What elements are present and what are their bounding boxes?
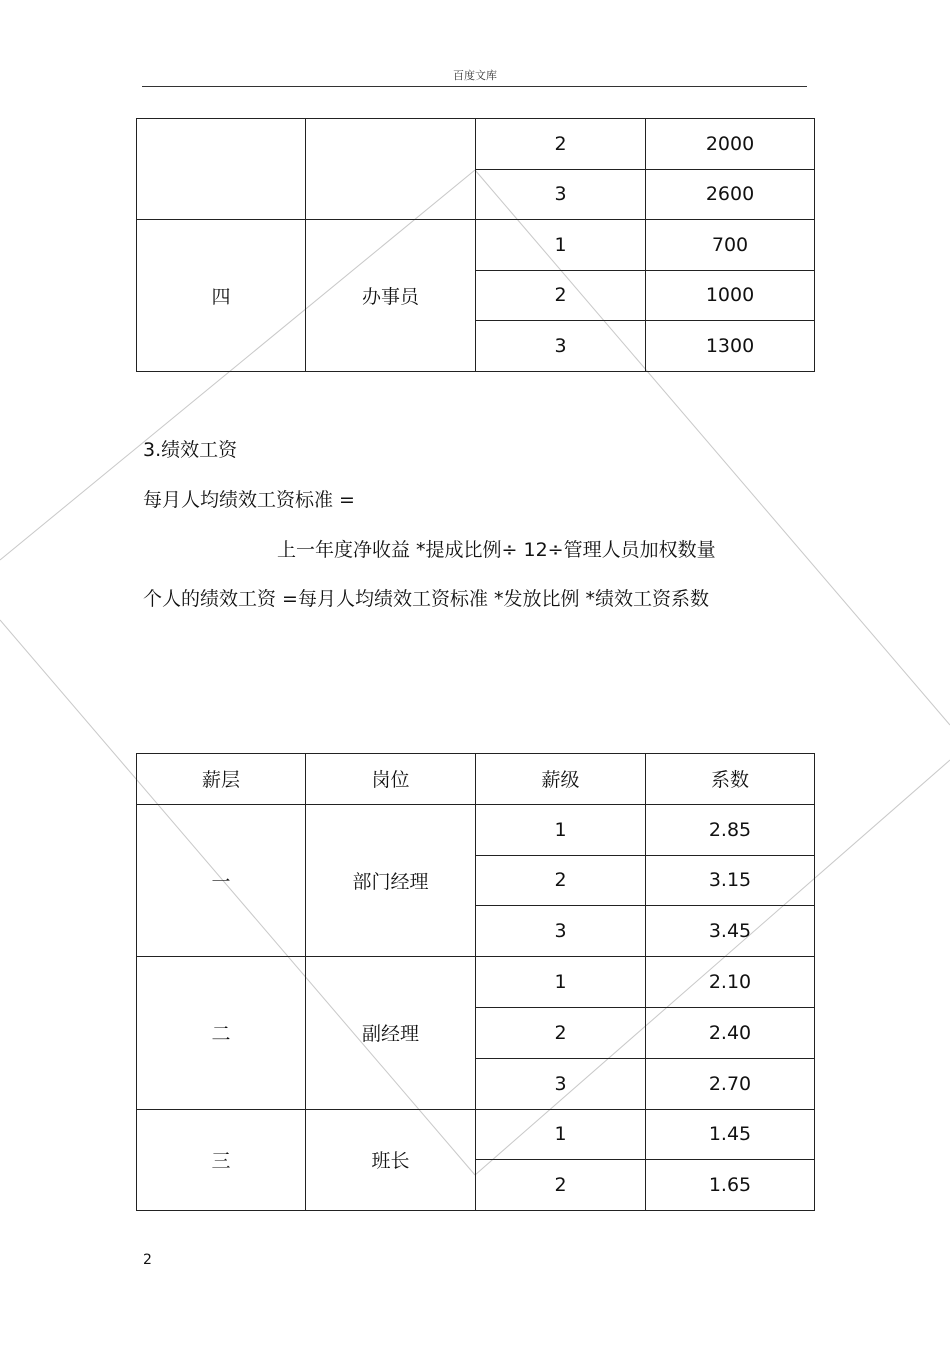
table-cell-position: 班长 (306, 1109, 476, 1211)
table-cell-amount: 2600 (646, 169, 815, 220)
table-cell-coefficient: 2.85 (646, 804, 815, 855)
column-header: 岗位 (306, 754, 476, 805)
table-cell-level: 3 (476, 321, 646, 372)
table-cell-level: 3 (476, 169, 646, 220)
table-cell-coefficient: 1.65 (646, 1160, 815, 1211)
salary-table-continued (136, 118, 815, 372)
table-cell-position (306, 119, 476, 220)
table-cell-level: 1 (476, 220, 646, 271)
table-row (137, 220, 815, 271)
formula-line: 上一年度净收益 *提成比例÷ 12÷管理人员加权数量 (277, 539, 716, 561)
table-cell-level: 2 (476, 270, 646, 321)
column-header: 薪级 (476, 754, 646, 805)
table-cell-layer: 二 (137, 957, 306, 1109)
table-cell-layer: 三 (137, 1109, 306, 1211)
page-number: 2 (143, 1252, 152, 1268)
header-divider (142, 86, 807, 87)
table-cell-position: 部门经理 (306, 804, 476, 956)
table-cell-coefficient: 3.45 (646, 906, 815, 957)
table-cell-position: 办事员 (306, 220, 476, 372)
table-cell-level: 2 (476, 1160, 646, 1211)
table-cell-level: 2 (476, 119, 646, 170)
formula-line: 每月人均绩效工资标准 = (143, 489, 355, 511)
table-cell-coefficient: 2.10 (646, 957, 815, 1008)
table-cell-level: 3 (476, 1058, 646, 1109)
table-row (137, 1109, 815, 1160)
table-cell-layer: 四 (137, 220, 306, 372)
table-cell-layer: 一 (137, 804, 306, 956)
table-cell-level: 1 (476, 957, 646, 1008)
formula-line: 个人的绩效工资 =每月人均绩效工资标准 *发放比例 *绩效工资系数 (143, 588, 710, 610)
table-cell-amount: 1000 (646, 270, 815, 321)
table-cell-amount: 700 (646, 220, 815, 271)
table-cell-position: 副经理 (306, 957, 476, 1109)
column-header: 系数 (646, 754, 815, 805)
table-cell-level: 3 (476, 906, 646, 957)
document-header: 百度文库 (453, 69, 497, 82)
section-heading: 3.绩效工资 (143, 439, 238, 461)
table-cell-level: 1 (476, 1109, 646, 1160)
column-header: 薪层 (137, 754, 306, 805)
table-cell-layer (137, 119, 306, 220)
table-cell-coefficient: 1.45 (646, 1109, 815, 1160)
table-cell-level: 2 (476, 855, 646, 906)
table-cell-amount: 2000 (646, 119, 815, 170)
table-row (137, 119, 815, 170)
table-cell-coefficient: 2.70 (646, 1058, 815, 1109)
table-cell-coefficient: 3.15 (646, 855, 815, 906)
table-cell-level: 1 (476, 804, 646, 855)
table-cell-coefficient: 2.40 (646, 1007, 815, 1058)
table-header-row (137, 754, 815, 805)
table-cell-amount: 1300 (646, 321, 815, 372)
performance-coefficient-table (136, 753, 815, 1211)
table-row (137, 804, 815, 855)
table-row (137, 957, 815, 1008)
table-cell-level: 2 (476, 1007, 646, 1058)
